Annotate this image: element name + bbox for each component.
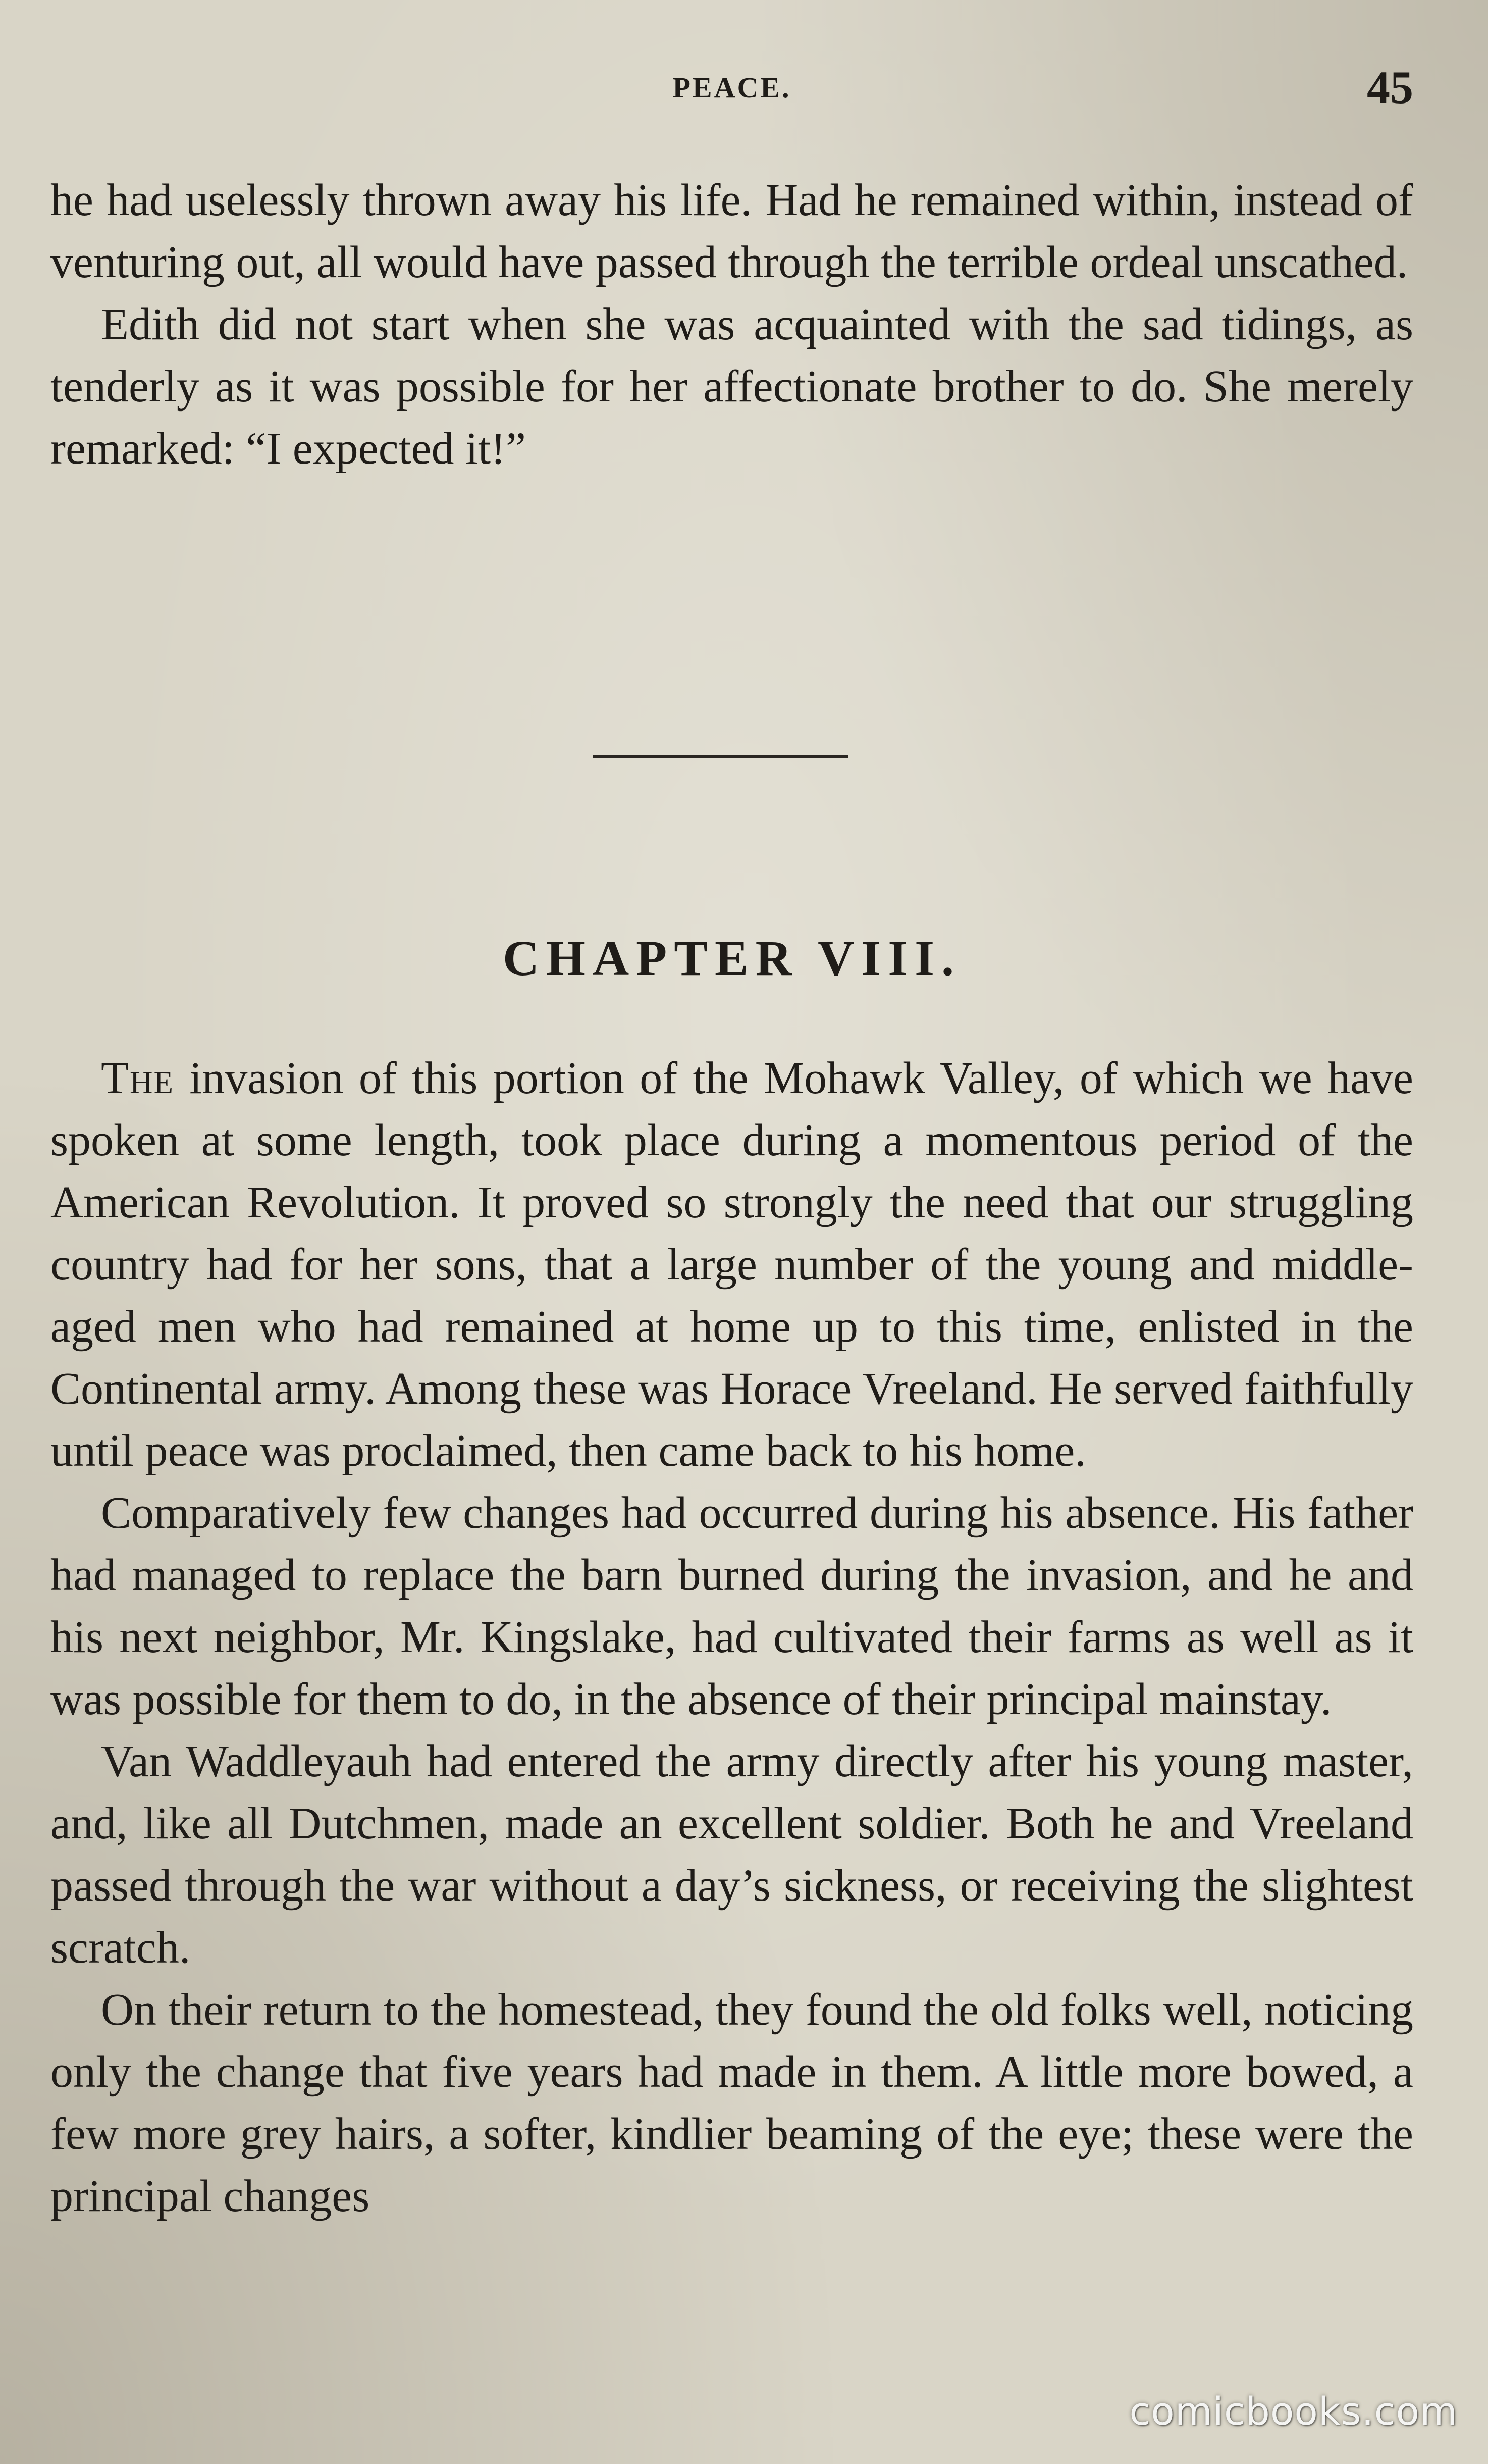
paragraph: Comparatively few changes had occurred during his absence. His father had managed to replace the barn burned during the invasion, and he and his next neighbor, Mr. Kingslake, had cultivated their farms as well as it was possible for them to do, in the absence of their principal mainstay. <box>50 1488 1413 1724</box>
section-divider <box>593 755 848 758</box>
paragraph <box>50 1047 1413 1482</box>
chapter-text <box>50 1047 1413 2227</box>
paragraph: Van Waddleyauh had entered the army directly after his young master, and, like all Dutchmen, made an excellent soldier. Both he and Vreeland passed through the war without a day’s sickness, or receiving the slightest scratch. <box>50 1736 1413 1973</box>
paragraph: Edith did not start when she was acquainted with the sad tidings, as tenderly as it was possible for her affectionate brother to do. She merely remarked: “I expected it!” <box>50 299 1413 474</box>
text-before-chapter <box>50 169 1413 480</box>
watermark: comicbooks.com <box>1129 2389 1458 2434</box>
paragraph: he had uselessly thrown away his life. Had he remained within, instead of venturing out, all would have passed through the terrible ordeal unscathed. <box>50 175 1413 287</box>
paragraph-text: invasion of this portion of the Mohawk Valley, of which we have spoken at some length, took place during a momentous period of the American Revolution. It proved so strongly the need that our struggling country had for her sons, that a large number of the young and middle-aged men who had remained at home up to this time, enlisted in the Continental army. Among these was Horace Vreeland. He served faithfully until peace was proclaimed, then came back to his home. <box>50 1053 1413 1476</box>
running-head: PEACE. <box>672 71 791 104</box>
page-header <box>50 61 1413 121</box>
paragraph: On their return to the homestead, they found the old folks well, noticing only the change that five years had made in them. A little more bowed, a few more grey hairs, a softer, kindlier beaming of the eye; these were the principal changes <box>50 1985 1413 2221</box>
page-number: 45 <box>1367 62 1413 113</box>
chapter-lead-word: The <box>101 1053 174 1103</box>
chapter-title: CHAPTER VIII. <box>502 930 962 986</box>
